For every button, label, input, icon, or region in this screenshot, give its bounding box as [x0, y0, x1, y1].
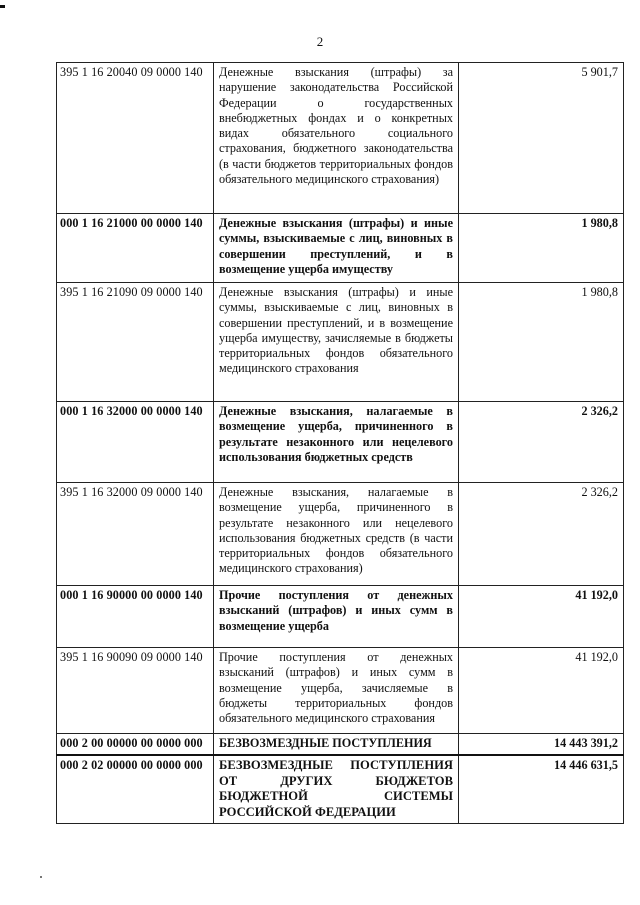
row-code: 000 1 16 90000 00 0000 140 — [57, 586, 214, 648]
row-code: 395 1 16 32000 09 0000 140 — [57, 483, 214, 586]
row-amount: 14 443 391,2 — [459, 734, 624, 756]
table-row — [57, 483, 624, 586]
scan-edge-mark — [0, 5, 5, 8]
row-name: Денежные взыскания (штрафы) за нарушение законодательства Российской Федерации о государственных внебюджетных фондах и о конкретных видах обязательного социального страхования, бюджетного законодательства (в части бюджетов территориальных фондов обязательного медицинского страхования) — [214, 63, 459, 214]
row-code: 000 2 02 00000 00 0000 000 — [57, 755, 214, 823]
row-amount: 14 446 631,5 — [459, 755, 624, 823]
budget-revenue-table — [56, 62, 624, 824]
row-name: Денежные взыскания, налагаемые в возмещение ущерба, причиненного в результате незаконного или нецелевого использования бюджетных средств (в части территориальных фондов обязательного медицинского страхования) — [214, 483, 459, 586]
row-code: 395 1 16 90090 09 0000 140 — [57, 648, 214, 734]
table-row — [57, 648, 624, 734]
row-name: Прочие поступления от денежных взысканий (штрафов) и иных сумм в возмещение ущерба, зачисляемые в бюджеты территориальных фондов обязательного медицинского страхования — [214, 648, 459, 734]
row-code: 395 1 16 21090 09 0000 140 — [57, 283, 214, 402]
row-code: 000 2 00 00000 00 0000 000 — [57, 734, 214, 756]
table-row — [57, 63, 624, 214]
table-row — [57, 734, 624, 756]
row-code: 000 1 16 32000 00 0000 140 — [57, 402, 214, 483]
row-name: Прочие поступления от денежных взысканий (штрафов) и иных сумм в возмещение ущерба — [214, 586, 459, 648]
row-amount: 2 326,2 — [459, 402, 624, 483]
row-amount: 1 980,8 — [459, 214, 624, 283]
row-code: 000 1 16 21000 00 0000 140 — [57, 214, 214, 283]
row-code: 395 1 16 20040 09 0000 140 — [57, 63, 214, 214]
row-amount: 41 192,0 — [459, 648, 624, 734]
table-row — [57, 283, 624, 402]
row-name: Денежные взыскания, налагаемые в возмещение ущерба, причиненного в результате незаконного или нецелевого использования бюджетных средств — [214, 402, 459, 483]
table-row — [57, 214, 624, 283]
row-amount: 41 192,0 — [459, 586, 624, 648]
page-number: 2 — [316, 34, 324, 49]
row-name: Денежные взыскания (штрафы) и иные суммы, взыскиваемые с лиц, виновных в совершении преступлений, и в возмещение ущерба имуществу — [214, 214, 459, 283]
row-name: БЕЗВОЗМЕЗДНЫЕ ПОСТУПЛЕНИЯ — [214, 734, 459, 756]
row-name: Денежные взыскания (штрафы) и иные суммы, взыскиваемые с лиц, виновных в совершении преступлений, и в возмещение ущерба имуществу, зачисляемые в бюджеты территориальных фондов обязательного медицинского страхования — [214, 283, 459, 402]
row-amount: 2 326,2 — [459, 483, 624, 586]
row-amount: 5 901,7 — [459, 63, 624, 214]
scan-speck — [40, 876, 42, 878]
row-name: БЕЗВОЗМЕЗДНЫЕ ПОСТУПЛЕНИЯ ОТ ДРУГИХ БЮДЖЕТОВ БЮДЖЕТНОЙ СИСТЕМЫ РОССИЙСКОЙ ФЕДЕРАЦИИ — [214, 755, 459, 823]
table-row — [57, 755, 624, 823]
table-row — [57, 586, 624, 648]
table-row — [57, 402, 624, 483]
row-amount: 1 980,8 — [459, 283, 624, 402]
